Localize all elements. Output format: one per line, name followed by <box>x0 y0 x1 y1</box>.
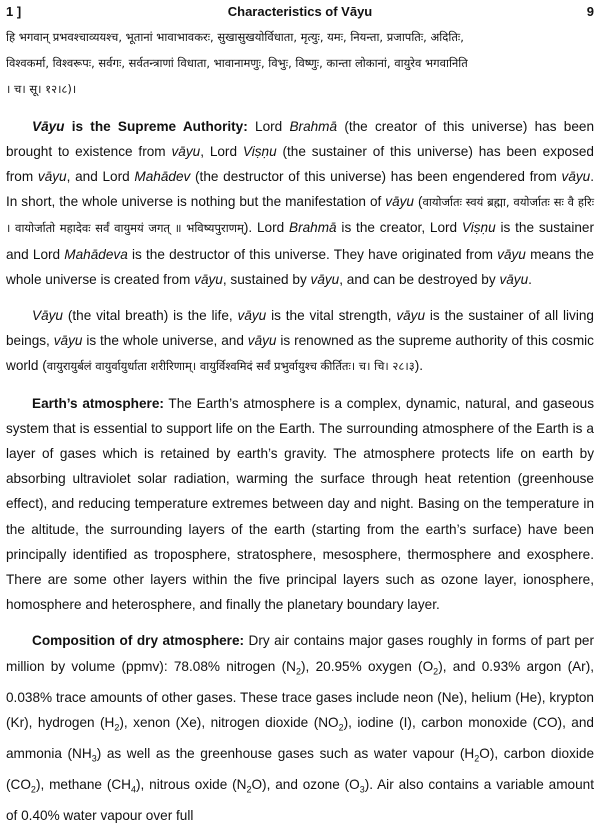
running-title: Characteristics of Vāyu <box>227 4 373 19</box>
paragraph-dry-atmosphere: Composition of dry atmosphere: Dry air contains major gases roughly in forms of part per million by volume (ppmv): 78.08% nitrogen $(N_2)$, 20.95% oxygen $(O_2)$, and 0.93% argon (Ar), 0.038% trace amounts of other gases. These trace gases include neon (Ne), helium (He), krypton (Kr), hydrogen $(H_2)$, xenon (Xe), nitrogen dioxide $(NO_2)$, iodine (I), carbon monoxide (CO), and ammonia $(NH_3)$ as well as the greenhouse gases such as water vapour $(H_2O)$, carbon dioxide $(CO_2)$, methane $(CH_4)$, nitrous oxide $(N_2O)$, and ozone $(O_3)$. Air also contains a variable amount of 0.40% water vapour over full <box>6 633 594 823</box>
paragraph-heading: Composition of dry atmosphere: <box>32 633 245 649</box>
page-body <box>6 24 594 828</box>
verse-line: विश्वकर्मा, विश्वरूपः, सर्वगः, सर्वतन्त्राणां विधाता, भावानामणुः, विभुः, विष्णुः, कान्ता लोकानां, वायुरेव भगवानिति <box>6 56 468 71</box>
verse-line: हि भगवान् प्रभवश्चाव्ययश्च, भूतानां भावाभावकरः, सुखासुखयोर्विधाता, मृत्युः, यमः, नियन्ता, प्रजापतिः, अदितिः, <box>6 30 464 44</box>
paragraph-heading: Earth’s atmosphere: <box>32 395 164 411</box>
verse-citation: । च। सू। १२।८)। <box>6 82 77 97</box>
sanskrit-verse-continuation <box>6 24 594 103</box>
paragraph-supreme-authority: Vāyu is the Supreme Authority: Lord Brahmā (the creator of this universe) has been brought to existence from vāyu, Lord Viṣṇu (the sustainer of this universe) has been exposed from vāyu, and Lord Mahādev (the destructor of this universe) has been engendered from vāyu. In short, the whole universe is nothing but the manifestation of vāyu (वायोर्जातः स्वयं ब्रह्मा, वयोर्जातः सः वै हरिः । वायोर्जातो महादेवः सर्वं वायुमयं जगत् ॥ भविष्यपुराणम्). Lord Brahmā is the creator, Lord Viṣṇu is the sustainer and Lord Mahādeva is the destructor of this universe. They have originated from vāyu means the whole universe is created from vāyu, sustained by vāyu, and can be destroyed by vāyu. <box>6 118 595 287</box>
sanskrit-quote: वायोर्जातः स्वयं ब्रह्मा, वयोर्जातः सः वै हरिः । वायोर्जातो महादेवः सर्वं वायुमयं जगत् ॥ भविष्यपुराणम् <box>6 195 595 236</box>
paragraph-vital-breath: Vāyu (the vital breath) is the life, vāyu is the vital strength, vāyu is the sustainer of all living beings, vāyu is the whole universe, and vāyu is renowned as the supreme authority of this cosmic world (वायुरायुर्बलं वायुर्वायुर्धाता शरीरिणाम्। वायुर्विश्वमिदं सर्वं प्रभुर्वायुश्च कीर्तितः। च। चि। २८।३). <box>6 308 594 374</box>
paragraph-heading: Vāyu is the Supreme Authority: <box>32 118 248 134</box>
page-number: 9 <box>586 4 594 19</box>
running-header <box>6 0 594 24</box>
paragraph-earths-atmosphere: Earth’s atmosphere: The Earth’s atmosphere is a complex, dynamic, natural, and gaseous system that is essential to support life on the Earth. The surrounding atmosphere of the Earth is a layer of gases which is retained by earth’s gravity. The atmosphere protects life on earth by absorbing ultraviolet solar radiation, warming the surface through heat retention (greenhouse effect), and reducing temperature extremes between day and night. Basing on the temperature in the altitude, the surrounding layers of the earth (starting from the earth’s surface) have been principally identified as troposphere, stratosphere, mesosphere, thermosphere and exosphere. There are some other layers within the five principal layers such as ozone layer, ionosphere, homosphere and heterosphere, and finally the planetary boundary layer. <box>6 395 594 613</box>
page-marker-left: 1 ] <box>6 4 22 19</box>
sanskrit-quote: वायुरायुर्बलं वायुर्वायुर्धाता शरीरिणाम्। वायुर्विश्वमिदं सर्वं प्रभुर्वायुश्च कीर्तितः। च। चि। २८।३ <box>46 359 415 374</box>
